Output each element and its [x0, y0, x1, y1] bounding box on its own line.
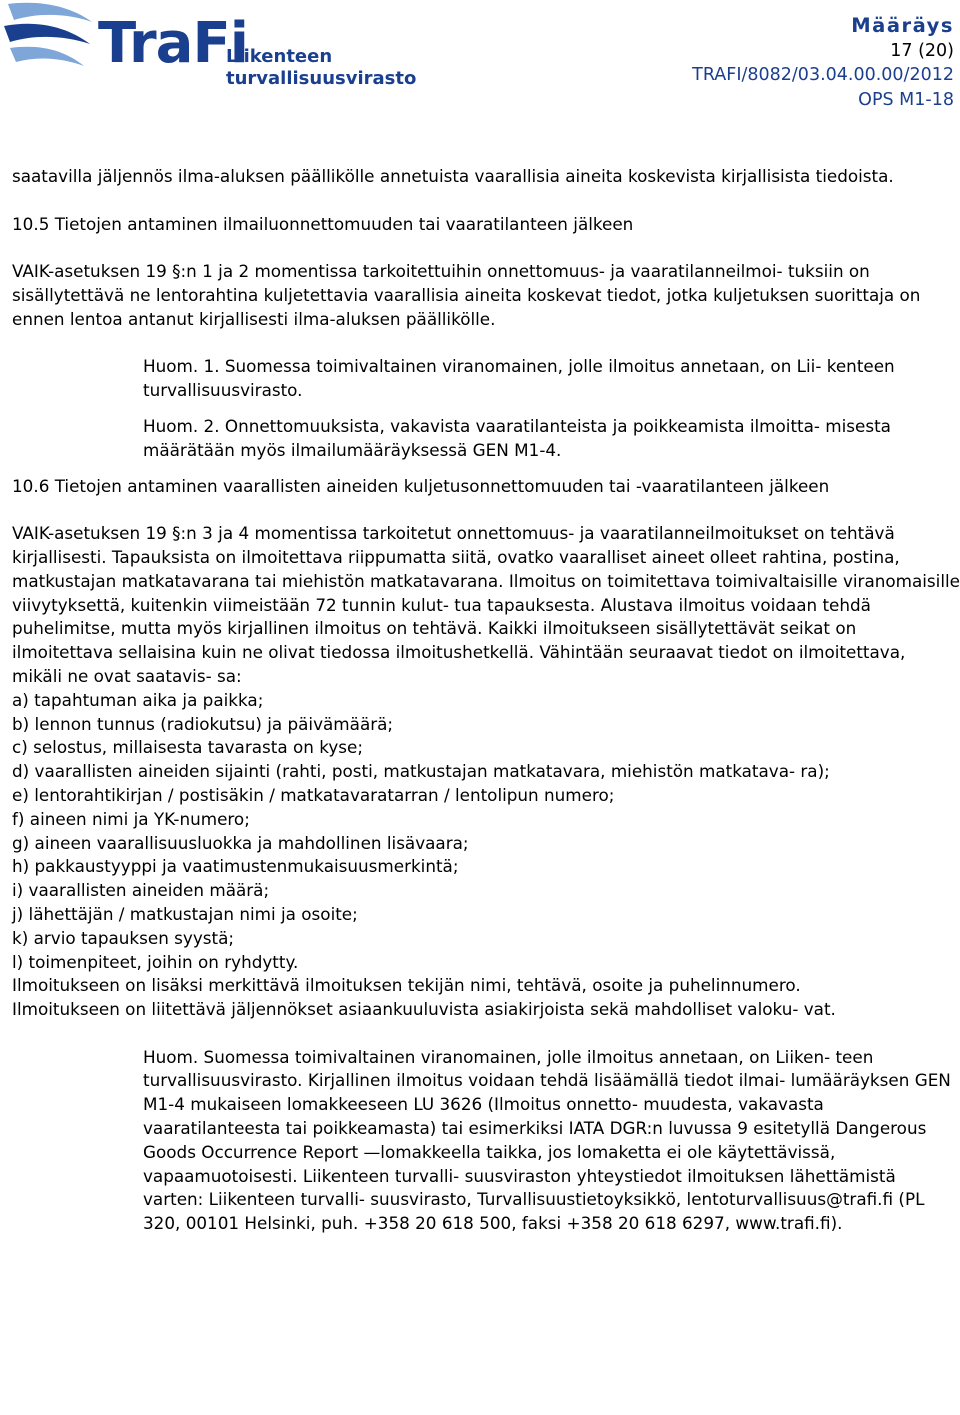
page-number: 17 (20)	[890, 40, 954, 61]
note-1: Huom. 1. Suomessa toimivaltainen viranomainen, jolle ilmoitus annetaan, on Lii- kenteen turvallisuusvirasto.	[143, 356, 895, 401]
reporter-paragraph: Ilmoitukseen on lisäksi merkittävä ilmoituksen tekijän nimi, tehtävä, osoite ja puhelinnumero.	[12, 975, 801, 996]
section-heading-10-6: 10.6 Tietojen antaminen vaarallisten aineiden kuljetusonnettomuuden tai -vaaratilanteen jälkeen	[12, 475, 830, 496]
list-item: j) lähettäjän / matkustajan nimi ja osoite;	[12, 903, 358, 924]
list-item: k) arvio tapauksen syystä;	[12, 927, 235, 948]
list-item: e) lentorahtikirjan / postisäkin / matkatavaratarran / lentolipun numero;	[12, 784, 615, 805]
list-item: c) selostus, millaisesta tavarasta on kyse;	[12, 737, 363, 758]
paragraph-10-6: VAIK-asetuksen 19 §:n 3 ja 4 momentissa tarkoitetut onnettomuus- ja vaaratilanneilmoitukset on tehtävä kirjallisesti. Tapauksista on ilmoitettava riippumatta siitä, ovatko vaaralliset aineet olleet rahtina, postina, matkustajan matkatavarana tai miehistön matkatavarana. Ilmoitus on toimitettava toimivaltaisille viranomaisille viivytyksettä, kuitenkin viimeistään 72 tunnin kulut- tua tapauksesta. Alustava ilmoitus voidaan tehdä puhelimitse, mutta myös kirjallinen ilmoitus on tehtävä. Kaikki ilmoitukseen sisällytettävät seikat on ilmoitettava sellaisina kuin ne olivat tiedossa ilmoitushetkellä. Vähintään seuraavat tiedot on ilmoitettava, mikäli ne ovat saatavis- sa:	[12, 523, 960, 686]
list-item: i) vaarallisten aineiden määrä;	[12, 880, 270, 901]
intro-paragraph: saatavilla jäljennös ilma-aluksen päällikölle annetuista vaarallisia aineita koskevista kirjallisista tiedoista.	[12, 166, 894, 186]
list-item: g) aineen vaarallisuusluokka ja mahdollinen lisävaara;	[12, 832, 469, 853]
document-type: Määräys	[851, 14, 954, 37]
required-info-list	[12, 689, 960, 975]
logo-subtitle: Liikenteen turvallisuusvirasto	[226, 46, 417, 89]
trafi-logo	[0, 0, 460, 90]
list-item: h) pakkaustyyppi ja vaatimustenmukaisuusmerkintä;	[12, 856, 459, 877]
section-heading-10-5: 10.5 Tietojen antaminen ilmailuonnettomuuden tai vaaratilanteen jälkeen	[12, 213, 634, 234]
document-body	[12, 165, 960, 1236]
page-header	[0, 0, 960, 120]
trafi-logo-mark-icon	[0, 0, 100, 80]
header-meta	[692, 14, 954, 112]
reference-number: TRAFI/8082/03.04.00.00/2012	[692, 65, 954, 85]
paragraph-10-5: VAIK-asetuksen 19 §:n 1 ja 2 momentissa tarkoitettuihin onnettomuus- ja vaaratilanneilmoi- tuksiin on sisällytettävä ne lentorahtina kuljetettavia vaarallisia aineita koskevat tiedot, jotka kuljetuksen suorittaja on ennen lentoa antanut kirjallisesti ilma-aluksen päällikölle.	[12, 261, 921, 329]
list-item: f) aineen nimi ja YK-numero;	[12, 808, 250, 829]
logo-wordmark: TraFi	[98, 11, 248, 76]
list-item: d) vaarallisten aineiden sijainti (rahti, posti, matkustajan matkatavara, miehistön matkatava- ra);	[12, 761, 830, 782]
note-2: Huom. 2. Onnettomuuksista, vakavista vaaratilanteista ja poikkeamista ilmoitta- misesta määrätään myös ilmailumääräyksessä GEN M1-4.	[143, 415, 891, 460]
attachments-paragraph: Ilmoitukseen on liitettävä jäljennökset asiaankuuluvista asiakirjoista sekä mahdolliset valoku- vat.	[12, 999, 836, 1020]
list-item: l) toimenpiteet, joihin on ryhdytty.	[12, 951, 299, 972]
regulation-code: OPS M1-18	[858, 89, 954, 110]
list-item: a) tapahtuman aika ja paikka;	[12, 689, 264, 710]
list-item: b) lennon tunnus (radiokutsu) ja päivämäärä;	[12, 713, 394, 734]
final-note: Huom. Suomessa toimivaltainen viranomainen, jolle ilmoitus annetaan, on Liiken- teen turvallisuusvirasto. Kirjallinen ilmoitus voidaan tehdä lisäämällä tiedot ilmai- lumääräyksen GEN M1-4 mukaiseen lomakkeeseen LU 3626 (Ilmoitus onnetto- muudesta, vakavasta vaaratilanteesta tai poikkeamasta) tai esimerkiksi IATA DGR:n luvussa 9 esitetyllä Dangerous Goods Occurrence Report —lomakkeella taikka, jos lomaketta ei ole käytettävissä, vapaamuotoisesti. Liikenteen turvalli- suusviraston yhteystiedot ilmoituksen lähettämistä varten: Liikenteen turvalli- suusvirasto, Turvallisuustietoyksikkö, lentoturvallisuus@trafi.fi (PL 320, 00101 Helsinki, puh. +358 20 618 500, faksi +358 20 618 6297, www.trafi.fi).	[143, 1046, 951, 1234]
